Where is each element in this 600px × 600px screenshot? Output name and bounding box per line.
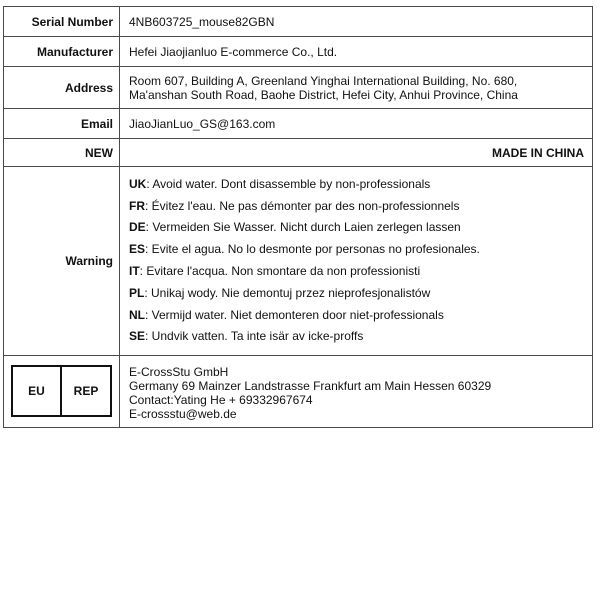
warning-row	[4, 167, 593, 356]
warning-item-de: DE: Vermeiden Sie Wasser. Nicht durch Laien zerlegen lassen	[129, 220, 461, 235]
made-in-china-text: MADE IN CHINA	[120, 139, 593, 167]
ec-rep-row	[4, 356, 593, 428]
rep-symbol-text: REP	[73, 384, 99, 398]
warning-item-pl: PL: Unikaj wody. Nie demontuj przez nieprofesjonalistów	[129, 285, 431, 300]
manufacturer-label: Manufacturer	[4, 37, 120, 67]
warning-item-se: SE: Undvik vatten. Ta inte isär av icke-proffs	[129, 329, 364, 344]
ec-rep-address: Germany 69 Mainzer Landstrasse Frankfurt am Main Hessen 60329	[129, 378, 492, 393]
address-row	[4, 67, 593, 109]
ec-rep-contact: Contact:Yating He + 69332967674	[129, 392, 313, 407]
warning-item-nl: NL: Vermijd water. Niet demonteren door niet-professionals	[129, 307, 444, 322]
ec-rep-details	[120, 356, 593, 428]
new-row	[4, 139, 593, 167]
address-line-2: Ma'anshan South Road, Baohe District, Hefei City, Anhui Province, China	[129, 87, 518, 102]
serial-number-value: 4NB603725_mouse82GBN	[120, 7, 593, 37]
serial-number-row	[4, 7, 593, 37]
manufacturer-value: Hefei Jiaojianluo E-commerce Co., Ltd.	[120, 37, 593, 67]
eu-rep-icon	[11, 365, 112, 417]
warning-list	[120, 167, 593, 356]
warning-label: Warning	[4, 167, 120, 356]
address-label: Address	[4, 67, 120, 109]
warning-item-it: IT: Evitare l'acqua. Non smontare da non professionisti	[129, 264, 421, 278]
ec-rep-company: E-CrossStu GmbH	[129, 364, 229, 379]
warning-item-fr: FR: Évitez l'eau. Ne pas démonter par des non-professionnels	[129, 198, 460, 213]
email-label: Email	[4, 109, 120, 139]
new-label: NEW	[4, 139, 120, 167]
address-line-1: Room 607, Building A, Greenland Yinghai International Building, No. 680,	[129, 73, 518, 88]
serial-number-label: Serial Number	[4, 7, 120, 37]
ec-rep-symbol-cell	[4, 356, 120, 428]
manufacturer-row	[4, 37, 593, 67]
email-value: JiaoJianLuo_GS@163.com	[120, 109, 593, 139]
address-value	[120, 67, 593, 109]
warning-item-es: ES: Evite el agua. No lo desmonte por personas no profesionales.	[129, 242, 480, 257]
warning-item-uk: UK: Avoid water. Dont disassemble by non-professionals	[129, 176, 431, 191]
eu-symbol-text: EU	[13, 367, 62, 415]
product-label-table	[3, 6, 593, 428]
ec-rep-email: E-crossstu@web.de	[129, 406, 237, 421]
email-row	[4, 109, 593, 139]
